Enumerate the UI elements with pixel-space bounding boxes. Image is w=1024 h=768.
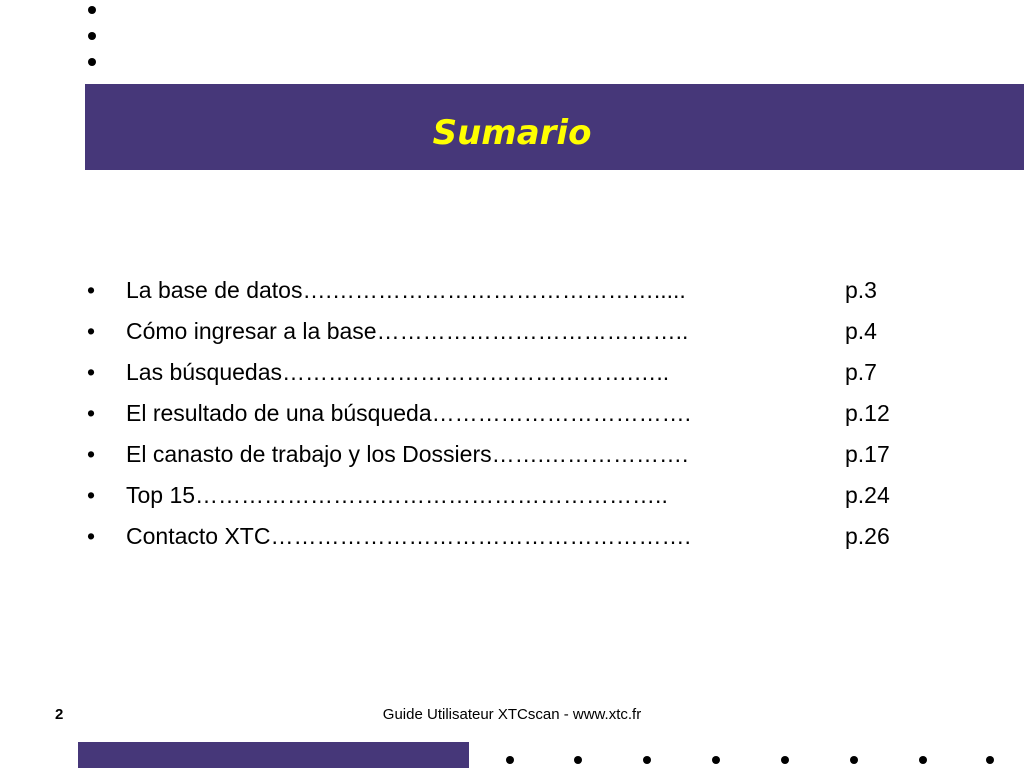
dot-icon bbox=[88, 58, 96, 66]
table-of-contents bbox=[85, 270, 985, 557]
dot-icon bbox=[574, 756, 582, 764]
bullet-icon: • bbox=[87, 277, 96, 303]
bullet-icon: • bbox=[87, 400, 96, 426]
dot-icon bbox=[506, 756, 514, 764]
toc-item-page: p.3 bbox=[845, 277, 877, 303]
toc-item bbox=[85, 352, 985, 393]
toc-item-page: p.12 bbox=[845, 400, 890, 426]
toc-item bbox=[85, 475, 985, 516]
page-number: 2 bbox=[55, 706, 64, 723]
footer-text: Guide Utilisateur XTCscan - www.xtc.fr bbox=[382, 706, 642, 723]
dot-icon bbox=[919, 756, 927, 764]
dot-icon bbox=[88, 6, 96, 14]
dot-icon bbox=[781, 756, 789, 764]
bullet-icon: • bbox=[87, 441, 96, 467]
toc-item bbox=[85, 270, 985, 311]
dot-icon bbox=[643, 756, 651, 764]
bullet-icon: • bbox=[87, 359, 96, 385]
toc-item-page: p.26 bbox=[845, 523, 890, 549]
toc-item bbox=[85, 434, 985, 475]
toc-item-text: El resultado de una búsqueda……………………………. bbox=[126, 400, 692, 426]
bullet-icon: • bbox=[87, 318, 96, 344]
toc-item-text: Las búsquedas……………………………………….….. bbox=[126, 359, 670, 385]
toc-item-page: p.4 bbox=[845, 318, 877, 344]
toc-item bbox=[85, 516, 985, 557]
toc-item-text: Cómo ingresar a la base………………………………….. bbox=[126, 318, 689, 344]
toc-item-page: p.24 bbox=[845, 482, 890, 508]
top-dots-decoration bbox=[88, 6, 96, 84]
toc-item-text: El canasto de trabajo y los Dossiers…….………………. bbox=[126, 441, 689, 467]
toc-item bbox=[85, 311, 985, 352]
toc-item-text: Top 15…………………………………………………….. bbox=[126, 482, 668, 508]
bottom-bar bbox=[78, 742, 469, 768]
bullet-icon: • bbox=[87, 523, 96, 549]
toc-item-page: p.17 bbox=[845, 441, 890, 467]
toc-item-text: La base de datos….……………………………………..... bbox=[126, 277, 686, 303]
bullet-icon: • bbox=[87, 482, 96, 508]
toc-item-page: p.7 bbox=[845, 359, 877, 385]
dot-icon bbox=[712, 756, 720, 764]
toc-item bbox=[85, 393, 985, 434]
dot-icon bbox=[850, 756, 858, 764]
dot-icon bbox=[88, 32, 96, 40]
toc-item-text: Contacto XTC………………………………………………. bbox=[126, 523, 691, 549]
dot-icon bbox=[986, 756, 994, 764]
slide-title: Sumario bbox=[432, 113, 592, 153]
